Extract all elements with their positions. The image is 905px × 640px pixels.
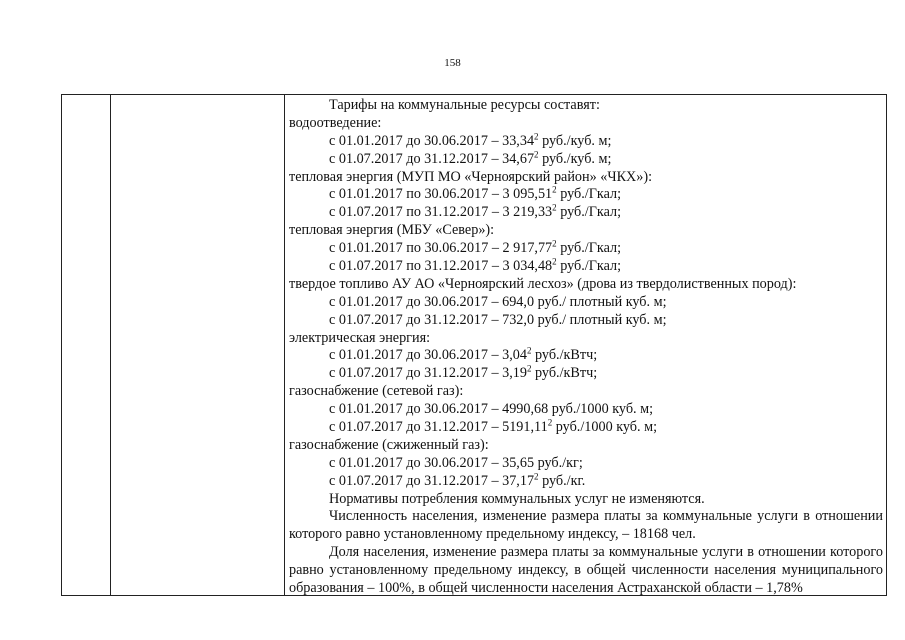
tariff-group-electricity xyxy=(289,330,883,384)
tariff-group-liquefied-gas xyxy=(289,437,883,491)
tariff-line: с 01.01.2017 до 30.06.2017 – 694,0 руб./ плотный куб. м; xyxy=(329,293,667,310)
tariff-line: с 01.07.2017 до 31.12.2017 – 5191,11$^2$ руб./1000 куб. м; xyxy=(329,417,658,436)
tariff-group-water-disposal xyxy=(289,115,883,169)
tariff-line: с 01.01.2017 до 30.06.2017 – 3,04$^2$ руб./кВтч; xyxy=(329,345,598,364)
group-title: водоотведение: xyxy=(289,114,382,131)
tariff-line: с 01.01.2017 до 30.06.2017 – 4990,68 руб./1000 куб. м; xyxy=(329,401,654,418)
group-title: твердое топливо АУ АО «Черноярский лесхоз» (дрова из твердолиственных пород): xyxy=(289,275,797,292)
tariff-line: с 01.07.2017 до 31.12.2017 – 37,17$^2$ руб./кг. xyxy=(329,470,586,489)
group-title: газоснабжение (сетевой газ): xyxy=(289,383,464,400)
tariff-group-heat-mbu xyxy=(289,222,883,276)
tariff-line: с 01.07.2017 по 31.12.2017 – 3 219,33$^2$ руб./Гкал; xyxy=(329,202,622,221)
tariff-line: с 01.01.2017 до 30.06.2017 – 33,34$^2$ руб./куб. м; xyxy=(329,131,612,149)
tariffs-intro: Тарифы на коммунальные ресурсы составят: xyxy=(329,97,600,113)
population-paragraph: Численность населения, изменение размера платы за коммунальные услуги в отношении которого равно установленному предельному индексу, – 18168 чел. xyxy=(289,508,883,543)
tariff-line: с 01.07.2017 до 31.12.2017 – 34,67$^2$ руб./куб. м; xyxy=(329,148,612,167)
tariff-line: с 01.01.2017 по 30.06.2017 – 3 095,51$^2$ руб./Гкал; xyxy=(329,184,622,203)
document-table xyxy=(61,94,887,596)
column-divider xyxy=(110,95,111,595)
page-number: 158 xyxy=(444,57,461,69)
group-title: тепловая энергия (МБУ «Север»): xyxy=(289,222,495,239)
normatives-note: Нормативы потребления коммунальных услуг не изменяются. xyxy=(329,490,705,507)
tariff-line: с 01.01.2017 по 30.06.2017 – 2 917,77$^2$ руб./Гкал; xyxy=(329,238,622,257)
tariff-group-solid-fuel xyxy=(289,276,883,330)
population-share-paragraph: Доля населения, изменение размера платы за коммунальные услуги в отношении которого равно установленному предельному индексу, в общей численности населения муниципального образования – 100%, в общей численности населения Астраханской области – 1,78% xyxy=(289,544,883,597)
column-divider xyxy=(284,95,285,595)
group-title: газоснабжение (сжиженный газ): xyxy=(289,436,489,453)
tariff-group-network-gas xyxy=(289,383,883,437)
group-title: тепловая энергия (МУП МО «Черноярский район» «ЧКХ»): xyxy=(289,168,653,185)
group-title: электрическая энергия: xyxy=(289,329,431,346)
tariff-line: с 01.07.2017 до 31.12.2017 – 3,19$^2$ руб./кВтч; xyxy=(329,363,598,382)
tariff-line: с 01.07.2017 до 31.12.2017 – 732,0 руб./ плотный куб. м; xyxy=(329,311,667,328)
tariff-line: с 01.07.2017 по 31.12.2017 – 3 034,48$^2$ руб./Гкал; xyxy=(329,256,622,275)
tariff-group-heat-mup xyxy=(289,169,883,223)
tariff-description-cell xyxy=(289,97,883,598)
tariff-line: с 01.01.2017 до 30.06.2017 – 35,65 руб./кг; xyxy=(329,454,583,471)
